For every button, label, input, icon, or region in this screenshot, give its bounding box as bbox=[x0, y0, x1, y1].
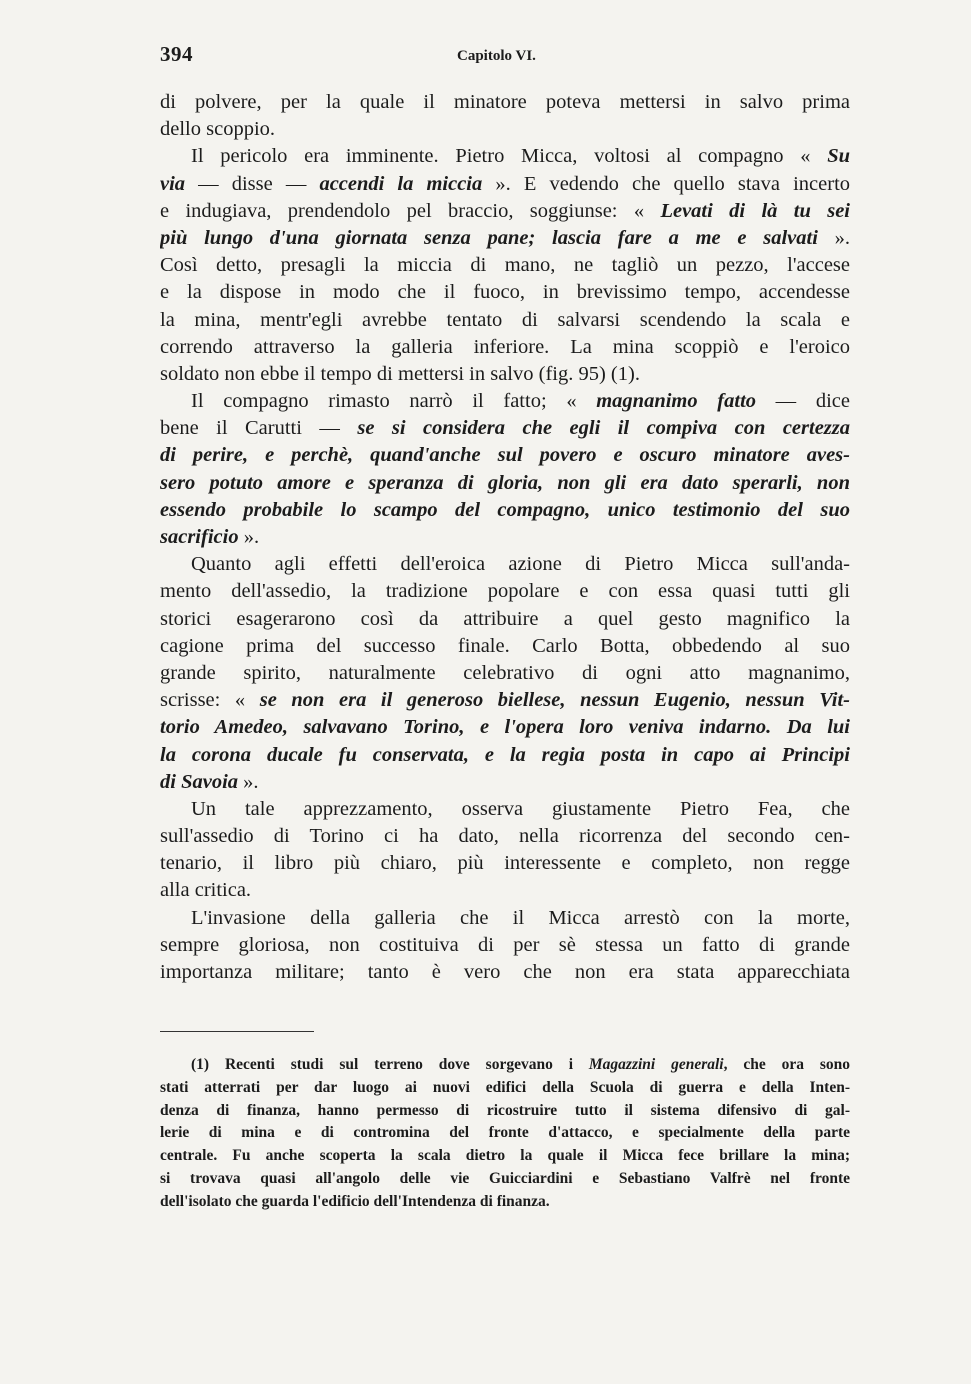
text-line: Così detto, presagli la miccia di mano, ne tagliò un pezzo, l'accese bbox=[160, 254, 850, 277]
text-line: soldato non ebbe il tempo di mettersi in salvo (fig. 95) (1). bbox=[160, 362, 640, 385]
footnote bbox=[160, 1054, 850, 1214]
text-line: sero potuto amore e speranza di gloria, non gli era dato sperarli, non bbox=[160, 471, 850, 494]
footnote-line: dell'isolato che guarda l'edificio dell'Intendenza di finanza. bbox=[160, 1192, 550, 1210]
text-line: e indugiava, prendendolo pel braccio, soggiunse: « Levati di là tu sei bbox=[160, 199, 850, 222]
text-line: cagione prima del successo finale. Carlo Botta, obbedendo al suo bbox=[160, 634, 850, 657]
text-line: sacrificio ». bbox=[160, 526, 260, 548]
text-line: mento dell'assedio, la tradizione popolare e con essa quasi tutti gli bbox=[160, 580, 850, 603]
text-line: bene il Carutti — se si considera che egli il compiva con certezza bbox=[160, 417, 850, 440]
footnote-line: (1) Recenti studi sul terreno dove sorgevano i Magazzini generali, che ora sono bbox=[191, 1056, 850, 1073]
text-line: Il compagno rimasto narrò il fatto; « magnanimo fatto — dice bbox=[191, 390, 850, 413]
text-line: essendo probabile lo scampo del compagno, unico testimonio del suo bbox=[160, 498, 850, 521]
text-line: di polvere, per la quale il minatore poteva mettersi in salvo prima bbox=[160, 91, 850, 113]
text-line: la corona ducale fu conservata, e la regia posta in capo ai Principi bbox=[160, 743, 850, 766]
text-line: sull'assedio di Torino ci ha dato, nella ricorrenza del secondo cen- bbox=[160, 825, 850, 848]
page-number: 394 bbox=[160, 42, 193, 66]
footnote-line: denza di finanza, hanno permesso di ricostruire tutto il sistema difensivo di gal- bbox=[160, 1101, 850, 1119]
text-line: torio Amedeo, salvavano Torino, e l'opera loro veniva indarno. Da lui bbox=[160, 716, 850, 739]
text-line: importanza militare; tanto è vero che non era stata apparecchiata bbox=[160, 961, 850, 983]
footnote-line: centrale. Fu anche scoperta la scala dietro la quale il Micca fece brillare la mina; bbox=[160, 1147, 850, 1165]
footnote-line: lerie di mina e di contromina del fronte d'attacco, e specialmente della parte bbox=[160, 1124, 850, 1142]
text-line: Quanto agli effetti dell'eroica azione di Pietro Micca sull'anda- bbox=[191, 553, 850, 576]
text-line: Il pericolo era imminente. Pietro Micca, voltosi al compagno « Su bbox=[191, 145, 850, 168]
footnote-line: si trovava quasi all'angolo delle vie Guicciardini e Sebastiano Valfrè nel fronte bbox=[160, 1169, 850, 1187]
footnote-line: stati atterrati per dar luogo ai nuovi edifici della Scuola di guerra e della Inten- bbox=[160, 1078, 850, 1096]
text-line: Un tale apprezzamento, osserva giustamente Pietro Fea, che bbox=[191, 797, 850, 820]
text-line: e la dispose in modo che il fuoco, in brevissimo tempo, accendesse bbox=[160, 281, 850, 304]
footnote-divider bbox=[160, 1031, 314, 1032]
main-text bbox=[160, 89, 850, 986]
text-line: sempre gloriosa, non costituiva di per sè stessa un fatto di grande bbox=[160, 933, 850, 956]
text-line: di Savoia ». bbox=[160, 770, 259, 793]
text-line: L'invasione della galleria che il Micca arrestò con la morte, bbox=[191, 906, 850, 929]
text-line: di perire, e perchè, quand'anche sul povero e oscuro minatore aves- bbox=[160, 444, 850, 467]
text-line: la mina, mentr'egli avrebbe tentato di salvarsi scendendo la scala e bbox=[160, 308, 850, 331]
text-line: alla critica. bbox=[160, 879, 252, 902]
text-line: correndo attraverso la galleria inferiore. La mina scoppiò e l'eroico bbox=[160, 335, 850, 358]
text-line: più lungo d'una giornata senza pane; lascia fare a me e salvati ». bbox=[160, 226, 850, 249]
text-line: dello scoppio. bbox=[160, 118, 276, 141]
text-line: scrisse: « se non era il generoso biellese, nessun Eugenio, nessun Vit- bbox=[160, 689, 850, 712]
running-head: Capitolo VI. bbox=[457, 48, 536, 64]
text-line: tenario, il libro più chiaro, più interessente e completo, non regge bbox=[160, 852, 850, 875]
page-header bbox=[160, 42, 850, 72]
text-line: via — disse — accendi la miccia ». E vedendo che quello stava incerto bbox=[160, 172, 850, 195]
text-line: storici esagerarono così da attribuire a quel gesto magnifico la bbox=[160, 607, 850, 630]
text-line: grande spirito, naturalmente celebrativo di ogni atto magnanimo, bbox=[160, 661, 850, 684]
